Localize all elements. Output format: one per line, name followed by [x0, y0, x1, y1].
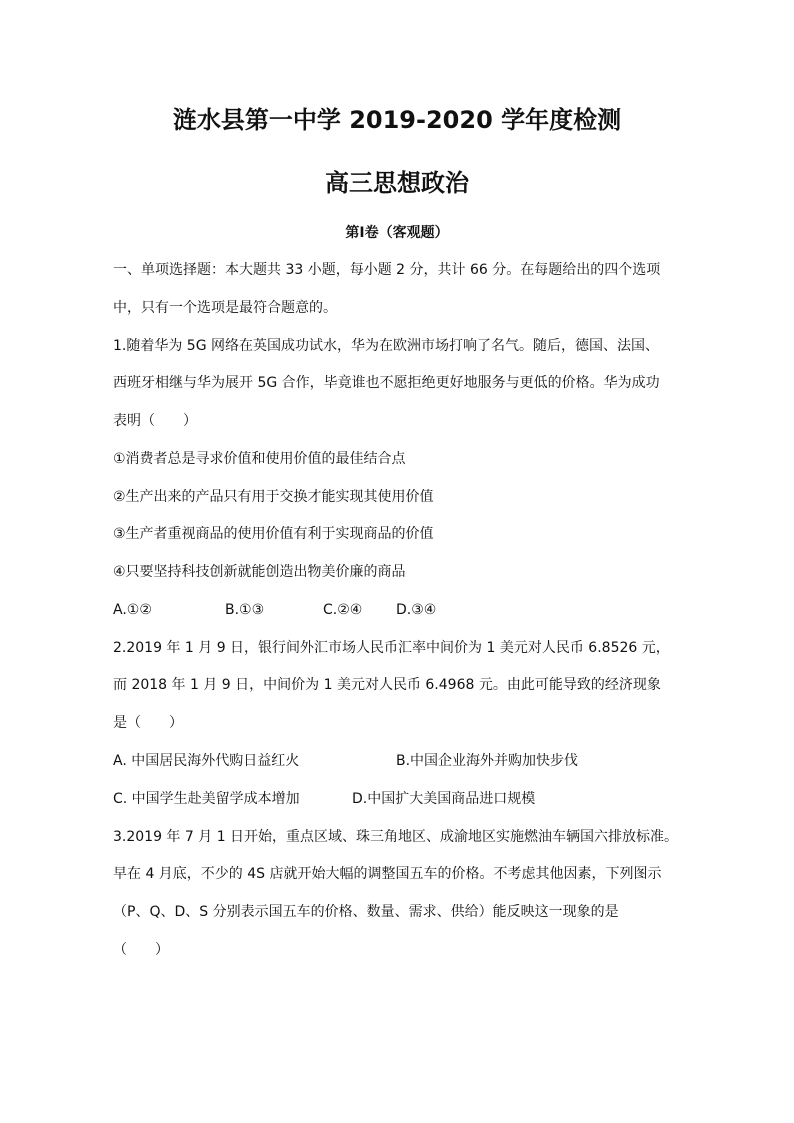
question-2-option-d: D.中国扩大美国商品进口规模 [352, 791, 536, 807]
question-1-option-a: A.①② [113, 602, 152, 618]
question-1-stem-line-3: 表明（ ） [113, 413, 197, 429]
question-3-stem-line-1: 3.2019 年 7 月 1 日开始，重点区域、珠三角地区、成渝地区实施燃油车辆国六排放标准。 [113, 829, 679, 845]
question-2-option-a: A. 中国居民海外代购日益红火 [113, 753, 300, 769]
question-2-stem-line-1: 2.2019 年 1 月 9 日，银行间外汇市场人民币汇率中间价为 1 美元对人民币 6.8526 元， [113, 640, 670, 656]
instructions-line-2: 中，只有一个选项是最符合题意的。 [113, 300, 337, 316]
question-1-option-c: C.②④ [323, 602, 363, 618]
question-1-option-b: B.①③ [225, 602, 265, 618]
question-3-stem-line-3: （P、Q、D、S 分别表示国五车的价格、数量、需求、供给）能反映这一现象的是 [113, 904, 619, 920]
section-label: 第Ⅰ卷（客观题） [345, 225, 449, 241]
question-2-stem-line-3: 是（ ） [113, 715, 183, 731]
question-1-item-1: ①消费者总是寻求价值和使用价值的最佳结合点 [113, 451, 406, 467]
question-1-item-4: ④只要坚持科技创新就能创造出物美价廉的商品 [113, 564, 406, 580]
question-3-stem-line-2: 早在 4 月底，不少的 4S 店就开始大幅的调整国五车的价格。不考虑其他因素，下列图示 [113, 866, 662, 882]
question-1-stem-line-2: 西班牙相继与华为展开 5G 合作，毕竟谁也不愿拒绝更好地服务与更低的价格。华为成功 [113, 375, 660, 391]
instructions-line-1: 一、单项选择题：本大题共 33 小题，每小题 2 分，共计 66 分。在每题给出的四个选项 [113, 262, 661, 278]
question-1-item-3: ③生产者重视商品的使用价值有利于实现商品的价值 [113, 526, 434, 542]
question-2-option-b: B.中国企业海外并购加快步伐 [396, 753, 579, 769]
exam-subtitle: 高三思想政治 [325, 169, 469, 197]
question-3-stem-line-4: （ ） [113, 942, 169, 958]
question-1-item-2: ②生产出来的产品只有用于交换才能实现其使用价值 [113, 489, 434, 505]
exam-title: 涟水县第一中学 2019-2020 学年度检测 [172, 106, 622, 134]
question-1-stem-line-1: 1.随着华为 5G 网络在英国成功试水，华为在欧洲市场打响了名气。随后，德国、法国、 [113, 338, 660, 354]
question-2-option-c: C. 中国学生赴美留学成本增加 [113, 791, 300, 807]
question-2-stem-line-2: 而 2018 年 1 月 9 日，中间价为 1 美元对人民币 6.4968 元。由此可能导致的经济现象 [113, 677, 661, 693]
question-1-option-d: D.③④ [396, 602, 437, 618]
